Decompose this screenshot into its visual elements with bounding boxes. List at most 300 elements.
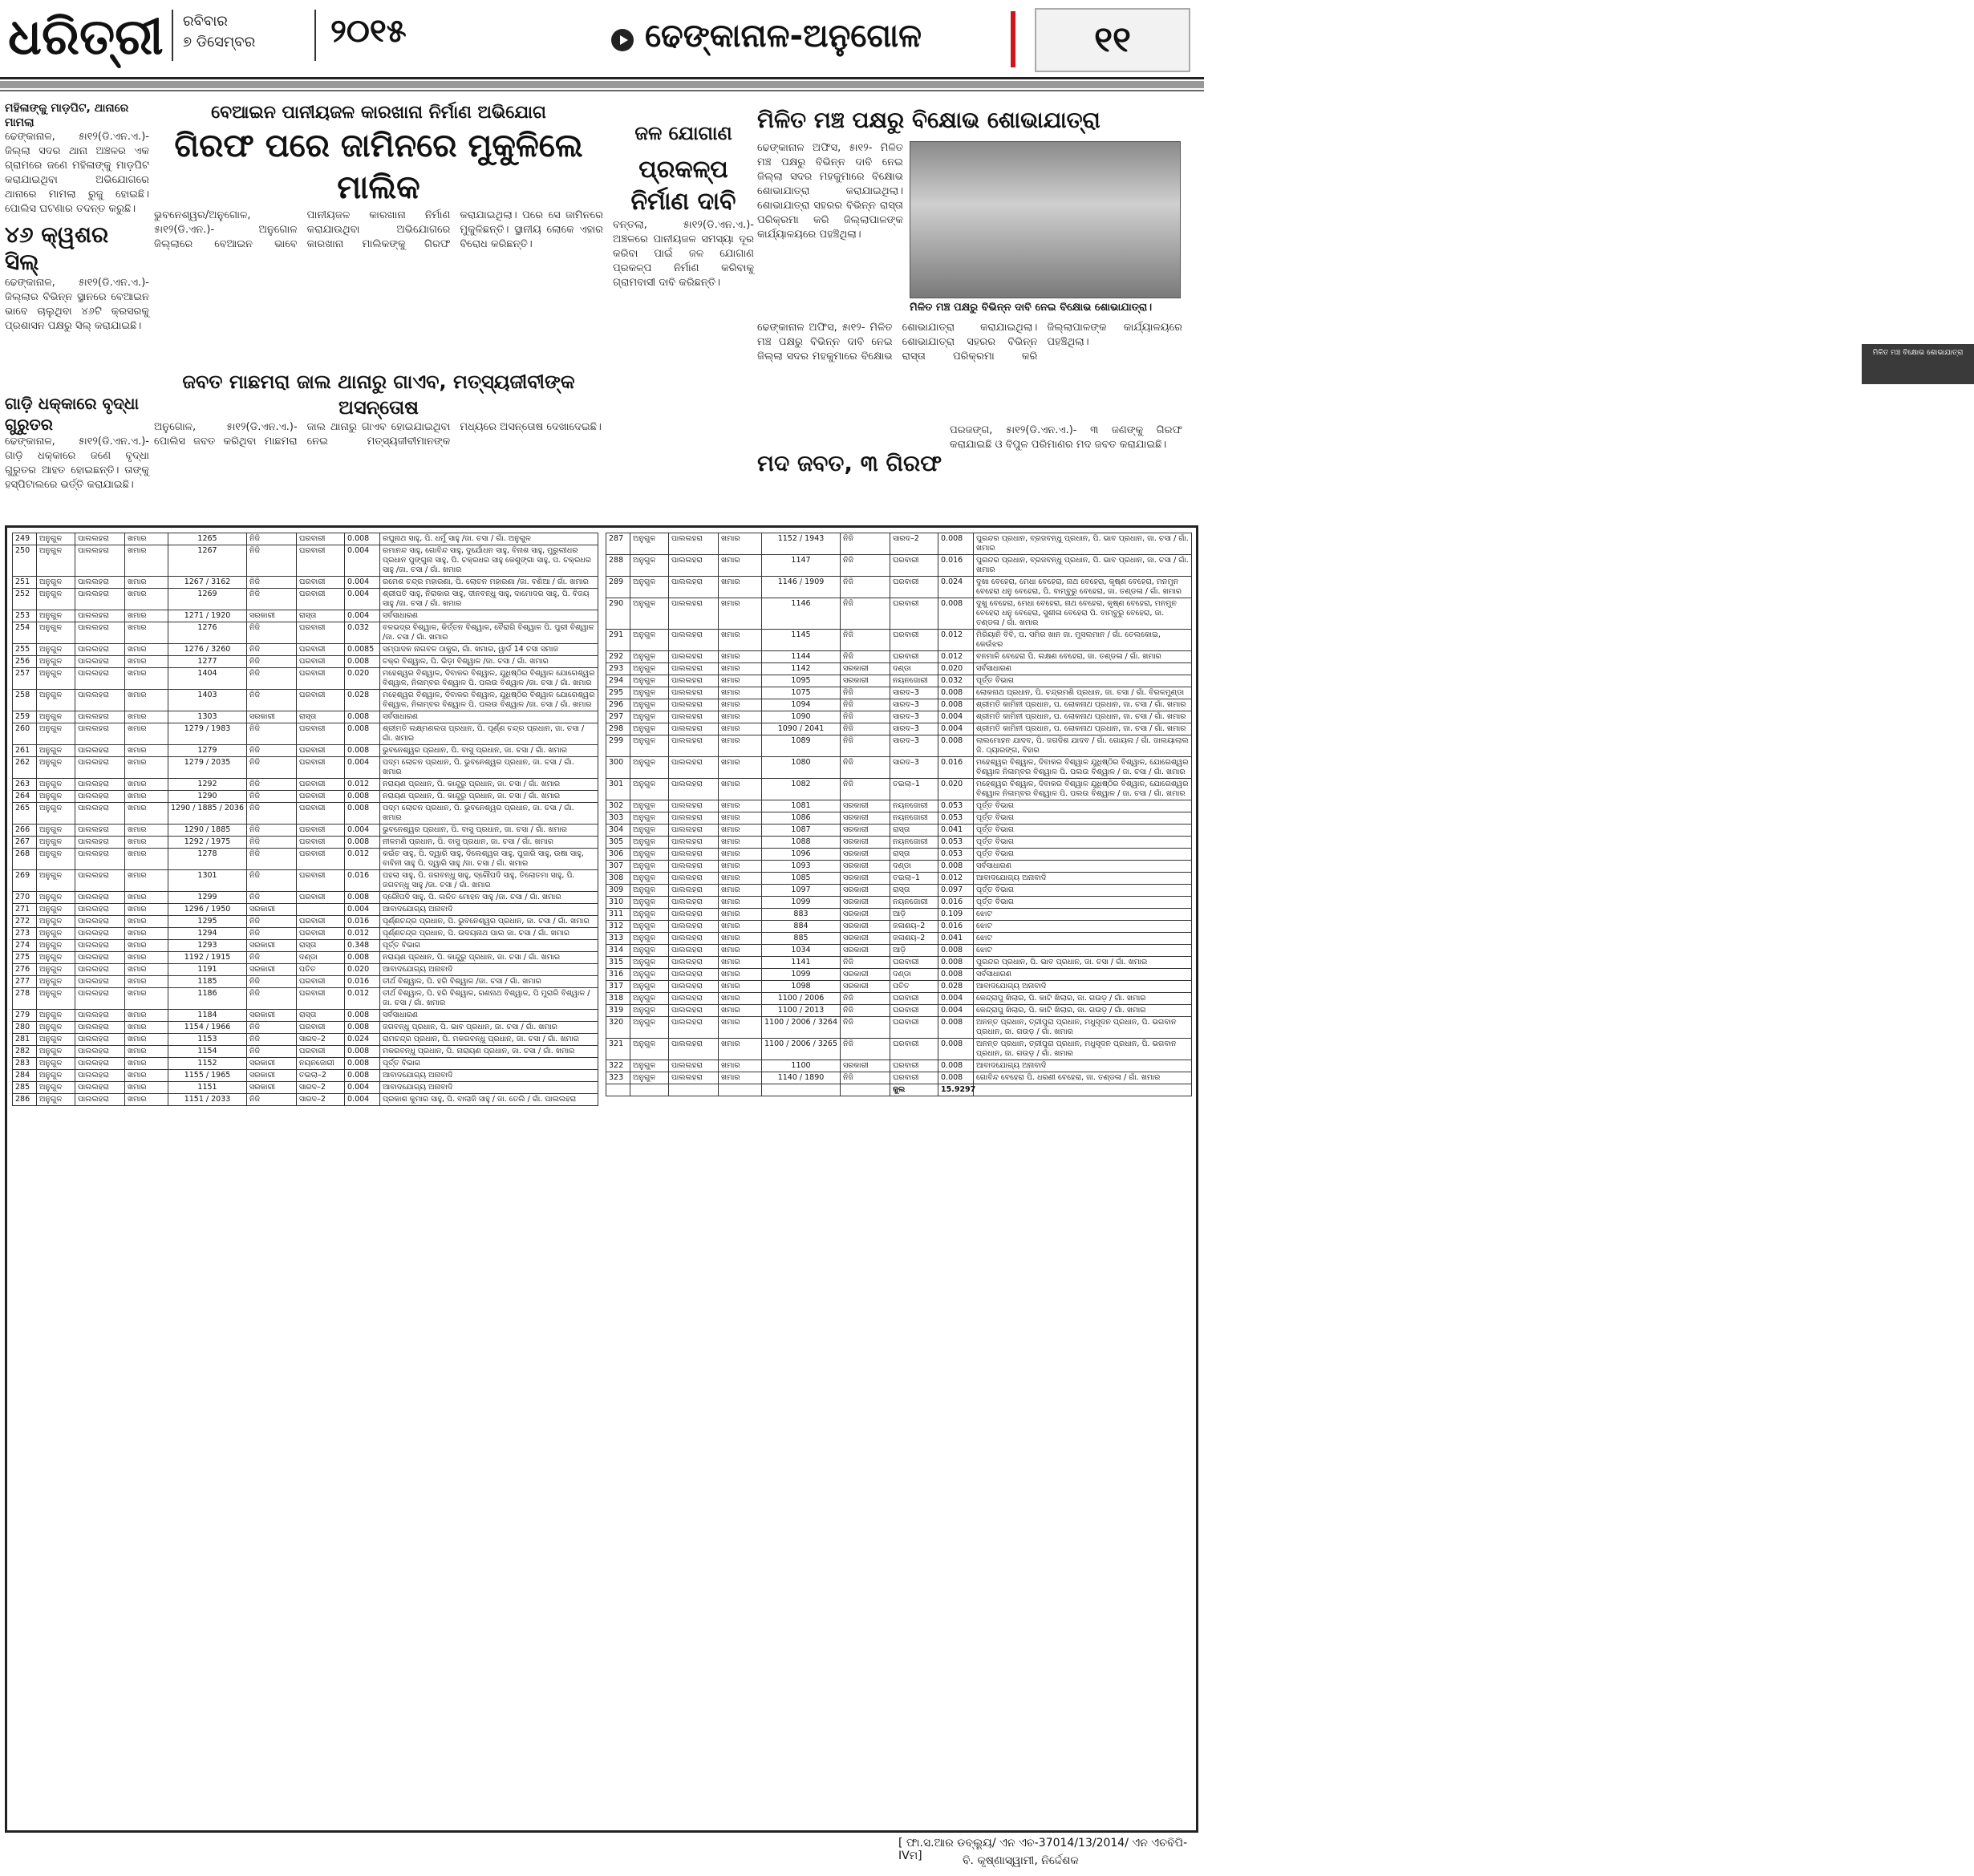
table-cell: 264	[13, 791, 37, 803]
table-row	[606, 885, 1192, 897]
table-cell: ସାରଦ–3	[890, 687, 938, 699]
table-cell: ମହେଶ୍ୱର ବିଶ୍ୱାଳ, ଦିବାକର ବିଶ୍ୱାଳ ଯୁଧିଷ୍ଠିର ବିଶ୍ୱାଳ, ଯୋଗେଶ୍ୱର ବିଶ୍ୱାଳ ନିଳାମ୍ବର ବିଶ୍ୱାଳ ପି. ପଲଉ ବିଶ୍ୱାଳ / ଜା. ଚସା / ଗାଁ. ଖମାର	[974, 779, 1192, 800]
table-cell: 254	[13, 622, 37, 644]
total-value: 15.9297	[938, 1084, 974, 1096]
table-cell: ଖମାର	[719, 663, 762, 675]
table-cell: ପାଲଲହରା	[669, 1005, 719, 1017]
table-cell: ଘରବାରୀ	[297, 837, 345, 849]
table-cell: 313	[606, 933, 630, 945]
table-cell: ସର୍ବସାଧାରଣ	[380, 711, 598, 723]
table-cell: ସରକାରୀ	[247, 940, 297, 952]
table-cell: 302	[606, 800, 630, 812]
table-cell: ଖମାର	[125, 1070, 168, 1082]
table-cell: ଅନୁଗୁଳ	[37, 610, 75, 622]
table-cell: 0.004	[345, 577, 380, 589]
table-cell: ପୂର୍ତ୍ତ ବିଭାଗ	[974, 849, 1192, 861]
table-cell: ପାଲଲହରା	[669, 849, 719, 861]
table-cell: ଅନୁଗୁଳ	[37, 1022, 75, 1034]
date-block	[183, 11, 255, 53]
table-row	[13, 988, 598, 1010]
table-cell: 303	[606, 812, 630, 825]
table-row	[13, 610, 598, 622]
table-cell: ଖମାର	[125, 1034, 168, 1046]
page-number: ୧୧	[1035, 8, 1190, 72]
table-cell: 0.008	[345, 711, 380, 723]
table-cell: ଅନୁଗୁଳ	[37, 545, 75, 577]
table-cell: 280	[13, 1022, 37, 1034]
table-cell: ରାସ୍ତା	[297, 1010, 345, 1022]
table-cell: ଖମାର	[125, 1094, 168, 1106]
table-cell: 0.020	[345, 964, 380, 976]
table-cell: ସରକାରୀ	[841, 800, 890, 812]
table-cell: 0.012	[345, 988, 380, 1010]
table-cell: ଖମାର	[125, 976, 168, 988]
table-cell: ଅନୁଗୁଳ	[630, 1039, 669, 1060]
table-cell: ଖମାର	[125, 952, 168, 964]
table-cell: ଘରବାରୀ	[297, 757, 345, 779]
table-cell: ପ୍ରକାଶ କୁମାର ସାହୁ, ପି. ବାଲାଜି ସାହୁ / ଜା. ତେଲି / ଗାଁ. ପାଲଲହରା	[380, 1094, 598, 1106]
table-row	[606, 651, 1192, 663]
table-cell: 1090	[762, 711, 841, 723]
table-cell: 1093	[762, 861, 841, 873]
table-cell: ରାସ୍ତା	[890, 849, 938, 861]
table-cell: 1290	[168, 791, 247, 803]
table-cell: ଅନୁଗୁଳ	[37, 1082, 75, 1094]
table-row	[13, 1058, 598, 1070]
table-cell: ରାସ୍ତା	[297, 940, 345, 952]
table-cell: 0.016	[938, 757, 974, 779]
table-cell: ନୟନଜୋରୀ	[890, 800, 938, 812]
table-cell: ପାଲଲହରା	[669, 598, 719, 630]
table-cell: 1155 / 1965	[168, 1070, 247, 1082]
table-cell: ସର୍ବସାଧାରଣ	[974, 861, 1192, 873]
article-fishing-net	[154, 369, 603, 518]
table-cell: ଅନୁଗୁଳ	[37, 791, 75, 803]
land-table-left	[12, 533, 598, 1106]
table-row	[13, 892, 598, 904]
table-cell: 0.008	[938, 598, 974, 630]
table-cell: ଖମାର	[125, 803, 168, 825]
table-cell: ପାଲଲହରା	[75, 1046, 125, 1058]
table-cell: 1152	[168, 1058, 247, 1070]
table-row	[606, 687, 1192, 699]
table-cell: 1146	[762, 598, 841, 630]
table-cell: ନିଜି	[841, 687, 890, 699]
table-row	[13, 656, 598, 668]
table-cell: ଶ୍ରୀମତି କାମିନୀ ପ୍ରଧାନ, ପ. ଲୋକନାଥ ପ୍ରଧାନ, ଜା. ଚସା / ଗାଁ. ଖମାର	[974, 723, 1192, 735]
table-cell: ଖମାର	[719, 897, 762, 909]
table-cell: ପାଲଲହରା	[75, 964, 125, 976]
table-cell: ଖମାର	[125, 1022, 168, 1034]
table-cell: ଖମାର	[719, 711, 762, 723]
article-crusher-seal	[5, 221, 149, 342]
table-row	[13, 757, 598, 779]
table-cell: ଘରବାରୀ	[297, 916, 345, 928]
table-cell: ଆବାଦଯୋଗ୍ୟ ଅନାବାଦି	[380, 1082, 598, 1094]
table-cell: ସରକାରୀ	[841, 921, 890, 933]
table-cell	[719, 1084, 762, 1096]
table-cell: ପାଲଲହରା	[669, 993, 719, 1005]
header-rule	[0, 90, 1204, 91]
table-cell: ରାସ୍ତା	[890, 825, 938, 837]
table-cell: ପାଲଲହରା	[669, 812, 719, 825]
table-cell: 0.004	[345, 757, 380, 779]
table-cell: 257	[13, 668, 37, 690]
table-cell: ନିଜି	[841, 699, 890, 711]
table-cell: ଖମାର	[719, 533, 762, 555]
table-cell: ପାଲଲହରା	[75, 825, 125, 837]
table-cell: ପାଲଲହରା	[669, 837, 719, 849]
table-cell: ନିଜି	[841, 577, 890, 598]
table-cell: ପୂର୍ତ୍ତ ବିଭାଗ	[974, 675, 1192, 687]
table-cell: ନିଜି	[841, 533, 890, 555]
table-cell: ନିଜି	[247, 849, 297, 870]
table-cell: ଖମାର	[125, 545, 168, 577]
table-cell: 1145	[762, 630, 841, 651]
table-cell: 271	[13, 904, 37, 916]
table-cell: ଝୋଟ	[974, 933, 1192, 945]
table-cell: 259	[13, 711, 37, 723]
table-cell: ପୂର୍ତ୍ତ ବିଭାଗ	[974, 837, 1192, 849]
table-cell: 1152 / 1943	[762, 533, 841, 555]
table-cell: ଅନନ୍ତ ପ୍ରଧାନ, ତ୍ରୀପୁରା ପ୍ରଧାନ, ମଧୁସୂଦନ ପ୍ରଧାନ, ପି. ଭଗବାନ ପ୍ରଧାନ, ଜା. ଗଉଡ଼ / ଗାଁ. ଖମାର	[974, 1039, 1192, 1060]
table-cell: ନୟନଜୋରୀ	[297, 1058, 345, 1070]
table-cell: ରାସ୍ତା	[890, 885, 938, 897]
table-cell: ଖମାର	[719, 800, 762, 812]
table-cell: 321	[606, 1039, 630, 1060]
table-cell: ନିଜି	[841, 993, 890, 1005]
table-cell: ଘରବାରୀ	[890, 1060, 938, 1072]
table-cell: ପାଲଲହରା	[669, 723, 719, 735]
table-cell: 1185	[168, 976, 247, 988]
table-cell: 1292	[168, 779, 247, 791]
table-cell: ପାଲଲହରା	[669, 577, 719, 598]
table-cell: 295	[606, 687, 630, 699]
table-cell: ଅନୁଗୁଳ	[630, 687, 669, 699]
table-cell: ଶ୍ରୀମତି ଲକ୍ଷ୍ମଣଲତା ପ୍ରଧାନ, ପି. ପୂର୍ଣ୍ଣ ଚନ୍ଦ୍ର ପ୍ରଧାନ, ଜା. ଚସା / ଗାଁ. ଖମାର	[380, 723, 598, 745]
table-cell: 1094	[762, 699, 841, 711]
table-cell: କେନ୍ଦ୍ରାପୁ ଖିଲାର, ପି. କାଟି ଖିଲାର, ଜା. ଗଉଡ଼ / ଗାଁ. ଖମାର	[974, 993, 1192, 1005]
table-cell: ଘରବାରୀ	[297, 723, 345, 745]
table-cell: ପାଲଲହରା	[75, 940, 125, 952]
table-row	[13, 1010, 598, 1022]
table-cell: 0.016	[345, 870, 380, 892]
table-cell: 1279 / 2035	[168, 757, 247, 779]
table-cell: ନରାୟଣ ପ୍ରଧାନ, ପି. କାନ୍ଦୁରୁ ପ୍ରଧାନ, ଜା. ଚସା / ଗାଁ. ଖମାର	[380, 779, 598, 791]
table-cell: ପାଲଲହରା	[669, 687, 719, 699]
table-cell: ସାରଦ–2	[297, 1034, 345, 1046]
table-cell: 0.020	[345, 668, 380, 690]
table-cell: ଅନୁଗୁଳ	[37, 533, 75, 545]
table-cell	[606, 1084, 630, 1096]
table-cell: ଘରବାରୀ	[297, 803, 345, 825]
table-cell: ଅନୁଗୁଳ	[37, 1070, 75, 1082]
table-cell: 311	[606, 909, 630, 921]
notice-reference: [ ଫା.ସ.ଆର ଡବ୍ଲ୍ୟୁ/ ଏନ ଏଚ-37014/13/2014/ ଏନ ଏଚବିପି- IVମ]	[898, 1837, 1188, 1862]
table-cell: 262	[13, 757, 37, 779]
table-cell: ପାଲଲହରା	[75, 545, 125, 577]
table-cell: ଦଣ୍ଡା	[297, 952, 345, 964]
table-cell: ପୂର୍ଣ୍ଣଚନ୍ଦ୍ର ପ୍ରଧାନ, ପି. ଭୁବନେଶ୍ୱର ପ୍ରଧାନ, ଜା. ଚସା / ଗାଁ. ଖମାର	[380, 916, 598, 928]
table-row	[606, 897, 1192, 909]
table-cell: ନିଜି	[247, 928, 297, 940]
table-row	[606, 800, 1192, 812]
table-cell: ସରକାରୀ	[841, 812, 890, 825]
table-cell: ପୂର୍ତ୍ତ ବିଭାଗ	[974, 800, 1192, 812]
table-cell: ଘରବାରୀ	[890, 957, 938, 969]
table-cell: 0.028	[345, 690, 380, 711]
table-cell: ଘରବାରୀ	[297, 589, 345, 610]
table-cell: ଖମାର	[125, 849, 168, 870]
table-cell: ଅନୁଗୁଳ	[630, 555, 669, 577]
table-cell: ନିଜି	[247, 892, 297, 904]
table-cell: ସର୍ବସାଧାରଣ	[974, 969, 1192, 981]
table-cell: ପୂର୍ତ୍ତ ବିଭାଗ	[974, 812, 1192, 825]
table-cell: ଘରବାରୀ	[297, 791, 345, 803]
table-cell: 1088	[762, 837, 841, 849]
table-cell: 1269	[168, 589, 247, 610]
table-cell: ପହଲା ସାହୁ, ପି. ଜଗବନ୍ଧୁ ସାହୁ, ଦ୍ରୌପଦି ସାହୁ, ତିଲୋତମା ସାହୁ, ପି. ଜଗବନ୍ଧୁ ସାହୁ /ଜା. ଚସା / ଗାଁ. ଖମାର	[380, 870, 598, 892]
table-cell: ପୁରନ୍ଦର ପ୍ରଧାନ, ବ୍ରଜବନ୍ଧୁ ପ୍ରଧାନ, ପି. ଭାବ ପ୍ରଧାନ, ଜା. ଚସା / ଗାଁ. ଖମାର	[974, 555, 1192, 577]
table-cell: 1276	[168, 622, 247, 644]
table-row	[606, 1005, 1192, 1017]
table-cell: 0.008	[345, 1058, 380, 1070]
article-accident	[5, 393, 149, 513]
table-cell: ଅନୁଗୁଳ	[37, 1058, 75, 1070]
table-cell: ପାଲଲହରା	[75, 870, 125, 892]
table-cell: ପାଲଲହରା	[669, 757, 719, 779]
table-cell: ପାଲଲହରା	[669, 861, 719, 873]
table-cell: ନିଜି	[841, 723, 890, 735]
table-cell: 0.008	[938, 861, 974, 873]
table-cell: ନିଜି	[841, 1005, 890, 1017]
table-cell: ଖମାର	[125, 1058, 168, 1070]
table-cell: ଖମାର	[719, 555, 762, 577]
table-cell: 1153	[168, 1034, 247, 1046]
table-cell: ପାଲଲହରା	[75, 779, 125, 791]
table-cell: ପାଲଲହରା	[75, 803, 125, 825]
article-assault	[5, 101, 149, 215]
table-cell: ଘରବାରୀ	[297, 622, 345, 644]
table-row	[13, 1046, 598, 1058]
table-cell: 314	[606, 945, 630, 957]
table-cell: ତଇଲା–1	[890, 779, 938, 800]
table-row	[13, 723, 598, 745]
table-cell: ଦ୍ରୌପଦି ସାହୁ, ପି. ଲଳିତ ମୋହନ ସାହୁ /ଜା. ଚସା / ଗାଁ. ଖମାର	[380, 892, 598, 904]
table-cell: ଅନୁଗୁଳ	[630, 675, 669, 687]
table-cell: ଆଡ଼ି	[890, 945, 938, 957]
divider	[314, 10, 316, 61]
table-cell	[630, 1084, 669, 1096]
table-cell: ଘରବାରୀ	[297, 928, 345, 940]
table-cell: 885	[762, 933, 841, 945]
article-body: ଢେଙ୍କାନାଳ ଅଫିସ, ୫ା୧୨- ମିଳିତ ମଞ୍ଚ ପକ୍ଷରୁ ବିଭିନ୍ନ ଦାବି ନେଇ ଜିଲ୍ଲା ସଦର ମହକୁମାରେ ବିକ୍ଷୋଭ ଶୋଭାଯାତ୍ରା କରାଯାଇଥିଲା। ଶୋଭାଯାତ୍ରା ସହରର ବିଭିନ୍ନ ରାସ୍ତା ପରିକ୍ରମା କରି ଜିଲ୍ଲାପାଳଙ୍କ କାର୍ଯ୍ୟାଳୟରେ ପହଞ୍ଚିଥିଲା।	[757, 322, 1182, 363]
table-cell: ଖମାର	[125, 825, 168, 837]
table-cell: ସର୍ବସାଧାରଣ	[380, 610, 598, 622]
table-cell: ସରକାରୀ	[841, 675, 890, 687]
table-cell: ସାରଦ–2	[890, 533, 938, 555]
table-cell: ଅନୁଗୁଳ	[37, 976, 75, 988]
table-cell: ଅନୁଗୁଳ	[37, 964, 75, 976]
table-cell: ନୟନଜୋରୀ	[890, 812, 938, 825]
table-cell: 263	[13, 779, 37, 791]
table-cell: ସର୍ବସାଧାରଣ	[380, 1010, 598, 1022]
table-cell: 0.008	[938, 699, 974, 711]
table-cell: ନିଜି	[247, 952, 297, 964]
table-row	[606, 921, 1192, 933]
table-cell: ନୟନଜୋରୀ	[890, 675, 938, 687]
table-cell: ନିଜି	[247, 622, 297, 644]
table-cell: 0.097	[938, 885, 974, 897]
table-cell: 1141	[762, 957, 841, 969]
table-cell: ଖମାର	[719, 675, 762, 687]
table-cell: 0.008	[345, 656, 380, 668]
table-row	[606, 577, 1192, 598]
table-cell: ଦଣ୍ଡା	[890, 861, 938, 873]
table-cell: 0.0085	[345, 644, 380, 656]
table-cell: ଜଗବନ୍ଧୁ ପ୍ରଧାନ, ପି. ଭାବ ପ୍ରଧାନ, ଜା. ଚସା / ଗାଁ. ଖମାର	[380, 1022, 598, 1034]
table-cell: ଖମାର	[719, 873, 762, 885]
table-cell: 1186	[168, 988, 247, 1010]
table-cell: ଅନୁଗୁଳ	[630, 757, 669, 779]
table-cell: ଘରବାରୀ	[297, 1046, 345, 1058]
table-cell: ଖମାର	[125, 870, 168, 892]
table-cell: ଝୋଟ	[974, 909, 1192, 921]
table-cell: ପାଲଲହରା	[75, 656, 125, 668]
table-cell: 0.004	[345, 1082, 380, 1094]
table-cell: ସାରଦ–2	[297, 1094, 345, 1106]
accent-bar	[1011, 11, 1015, 67]
table-cell: ନିଜି	[247, 656, 297, 668]
table-cell: 276	[13, 964, 37, 976]
table-cell: 0.008	[345, 892, 380, 904]
table-cell: ନିଜି	[247, 1034, 297, 1046]
kicker: ବେଆଇନ ପାନୀୟଜଳ କାରଖାନା ନିର୍ମାଣ ଅଭିଯୋଗ	[211, 103, 546, 123]
headline: ଗାଡ଼ି ଧକ୍କାରେ ବୃଦ୍ଧା ଗୁରୁତର	[5, 394, 140, 434]
table-cell: ନିଜି	[247, 976, 297, 988]
table-cell: 1144	[762, 651, 841, 663]
table-cell: ପାଲଲହରା	[75, 849, 125, 870]
table-cell	[669, 1084, 719, 1096]
article-body: ଢେଙ୍କାନାଳ ଅଫିସ, ୫ା୧୨- ମିଳିତ ମଞ୍ଚ ପକ୍ଷରୁ ବିଭିନ୍ନ ଦାବି ନେଇ ଜିଲ୍ଲା ସଦର ମହକୁମାରେ ବିକ୍ଷୋଭ ଶୋଭାଯାତ୍ରା କରାଯାଇଥିଲା। ଶୋଭାଯାତ୍ରା ସହରର ବିଭିନ୍ନ ରାସ୍ତା ପରିକ୍ରମା କରି ଜିଲ୍ଲାପାଳଙ୍କ କାର୍ଯ୍ୟାଳୟରେ ପହଞ୍ଚିଥିଲା।	[757, 142, 903, 241]
table-cell: ଖମାର	[719, 957, 762, 969]
table-cell: 0.004	[345, 904, 380, 916]
table-cell: 258	[13, 690, 37, 711]
table-cell: ଆବାଦଯୋଗ୍ୟ ଅନାବାଦି	[380, 1070, 598, 1082]
table-cell: ନିଜି	[841, 1017, 890, 1039]
table-cell: ଅନୁଗୁଳ	[630, 699, 669, 711]
table-cell: 269	[13, 870, 37, 892]
table-cell: ସରକାରୀ	[841, 981, 890, 993]
article-rally-body	[757, 141, 903, 297]
table-cell: 1085	[762, 873, 841, 885]
table-cell: ଶ୍ରୀମତି କାମିନୀ ପ୍ରଧାନ, ପ. ଲୋକନାଥ ପ୍ରଧାନ, ଜା. ଚସା / ଗାଁ. ଖମାର	[974, 711, 1192, 723]
table-cell: ଅନୁଗୁଳ	[37, 779, 75, 791]
table-cell: ଅନୁଗୁଳ	[630, 1072, 669, 1084]
table-cell: 0.012	[938, 873, 974, 885]
table-row	[606, 1039, 1192, 1060]
table-cell: 279	[13, 1010, 37, 1022]
table-cell: ଘରବାରୀ	[297, 545, 345, 577]
table-cell: 320	[606, 1017, 630, 1039]
table-cell: ପାଲଲହରା	[669, 933, 719, 945]
table-cell: ପାଲଲହରା	[75, 723, 125, 745]
table-cell: 0.008	[345, 1010, 380, 1022]
table-cell: ଅନୁଗୁଳ	[630, 849, 669, 861]
table-cell: ପାଲଲହରା	[669, 885, 719, 897]
divider	[172, 10, 173, 61]
table-cell: 1191	[168, 964, 247, 976]
table-cell: 315	[606, 957, 630, 969]
table-cell: ଖମାର	[719, 933, 762, 945]
table-cell: 265	[13, 803, 37, 825]
article-body: ଭୁବନେଶ୍ୱର/ଅନୁଗୋଳ, ୫ା୧୨(ଡି.ଏନ.)- ଅନୁଗୋଳ ଜିଲ୍ଲାରେ ବେଆଇନ ଭାବେ ପାନୀୟଜଳ କାରଖାନା ନିର୍ମାଣ କରାଯାଉଥିବା ଅଭିଯୋଗରେ କାରଖାନା ମାଲିକଙ୍କୁ ଗିରଫ କରାଯାଇଥିଲା। ପରେ ସେ ଜାମିନରେ ମୁକୁଳିଛନ୍ତି। ସ୍ଥାନୀୟ ଲୋକେ ଏହାର ବିରୋଧ କରିଛନ୍ତି।	[154, 209, 603, 250]
table-row	[606, 555, 1192, 577]
table-cell: ପାଲଲହରା	[669, 533, 719, 555]
table-row	[606, 957, 1192, 969]
article-body: ବନ୍ତଲା, ୫ା୧୨(ଡି.ଏନ.ଏ.)- ଅଞ୍ଚଳରେ ପାନୀୟଜଳ ସମସ୍ୟା ଦୂର କରିବା ପାଇଁ ଜଳ ଯୋଗାଣ ପ୍ରକଳ୍ପ ନିର୍ମାଣ କରିବାକୁ ଗ୍ରାମବାସୀ ଦାବି କରିଛନ୍ତି।	[613, 219, 754, 289]
table-cell: 1140 / 1890	[762, 1072, 841, 1084]
table-cell: ନିଜି	[841, 630, 890, 651]
table-cell: 0.024	[938, 577, 974, 598]
table-cell: 0.008	[345, 1022, 380, 1034]
table-cell: ପାଲଲହରା	[75, 668, 125, 690]
table-row	[606, 825, 1192, 837]
table-cell: ଅନୁଗୁଳ	[630, 885, 669, 897]
table-cell: ଘରବାରୀ	[890, 577, 938, 598]
table-cell: 0.008	[345, 1046, 380, 1058]
table-cell: ଅନୁଗୁଳ	[630, 837, 669, 849]
table-cell: ଘରବାରୀ	[297, 577, 345, 589]
table-cell: ରାମଚନ୍ଦ୍ର ପ୍ରଧାନ, ପି. ମକରବନ୍ଧୁ ପ୍ରଧାନ, ଜା. ଚସା / ଗାଁ. ଖମାର	[380, 1034, 598, 1046]
table-cell: ମହେଶ୍ୱର ବିଶ୍ୱାଳ, ଦିବାକର ବିଶ୍ୱାଳ ଯୁଧିଷ୍ଠିର ବିଶ୍ୱାଳ, ଯୋଗେଶ୍ୱର ବିଶ୍ୱାଳ ନିଳାମ୍ବର ବିଶ୍ୱାଳ ପି. ପଲଉ ବିଶ୍ୱାଳ / ଜା. ଚସା / ଗାଁ. ଖମାର	[974, 757, 1192, 779]
table-cell: 0.020	[938, 779, 974, 800]
table-cell: ଆଡ଼ି	[890, 909, 938, 921]
table-cell: ଘରବାରୀ	[890, 598, 938, 630]
table-cell: ଅନୁଗୁଳ	[37, 916, 75, 928]
table-cell: ରମେଶ ଚନ୍ଦ୍ର ମହାରଣା, ପି. ଲୋଚନ ମହାରଣା /ଜା. ବଣିଆ / ଗାଁ. ଖମାର	[380, 577, 598, 589]
table-cell: 282	[13, 1046, 37, 1058]
table-cell: ଅନନ୍ତ ପ୍ରଧାନ, ତ୍ରୀପୁରା ପ୍ରଧାନ, ମଧୁସୂଦନ ପ୍ରଧାନ, ପି. ଭଗବାନ ପ୍ରଧାନ, ଜା. ଗଉଡ଼ / ଗାଁ. ଖମାର	[974, 1017, 1192, 1039]
table-cell: ସରକାରୀ	[247, 1058, 297, 1070]
table-cell: ଘରବାରୀ	[297, 644, 345, 656]
table-cell: ଅନୁଗୁଳ	[630, 909, 669, 921]
table-cell: ନିଜି	[841, 651, 890, 663]
table-cell: 0.008	[345, 745, 380, 757]
table-cell: ଅନୁଗୁଳ	[630, 598, 669, 630]
table-cell: ପାଲଲହରା	[75, 622, 125, 644]
headline: ଜବତ ମାଛମରା ଜାଲ ଥାନାରୁ ଗାଏବ, ମତ୍ସ୍ୟଜୀବୀଙ୍କ ଅସନ୍ତୋଷ	[182, 371, 575, 419]
table-cell: ପାଲଲହରା	[669, 800, 719, 812]
table-cell: ନିଜି	[841, 779, 890, 800]
table-cell: 0.016	[938, 555, 974, 577]
table-cell: ପାଲଲହରା	[669, 699, 719, 711]
table-cell: 1099	[762, 969, 841, 981]
table-cell: 287	[606, 533, 630, 555]
table-cell: ସରକାରୀ	[841, 837, 890, 849]
table-cell: ପାଲଲହରା	[669, 735, 719, 757]
table-cell: 1154	[168, 1046, 247, 1058]
table-cell: ପଦ୍ମ ଲୋଚନ ପ୍ରଧାନ, ପି. ଭୁବନେଶ୍ୱର ପ୍ରଧାନ, ଜା. ଚସା / ଗାଁ. ଖମାର	[380, 803, 598, 825]
table-cell: ଖମାର	[719, 885, 762, 897]
table-cell: 0.004	[938, 993, 974, 1005]
table-cell: ସରକାରୀ	[247, 610, 297, 622]
table-cell: ନିଜି	[247, 668, 297, 690]
table-cell: 0.053	[938, 812, 974, 825]
table-cell: ଅନୁଗୁଳ	[630, 861, 669, 873]
table-row	[606, 933, 1192, 945]
table-cell: ଅନୁଗୁଳ	[630, 921, 669, 933]
